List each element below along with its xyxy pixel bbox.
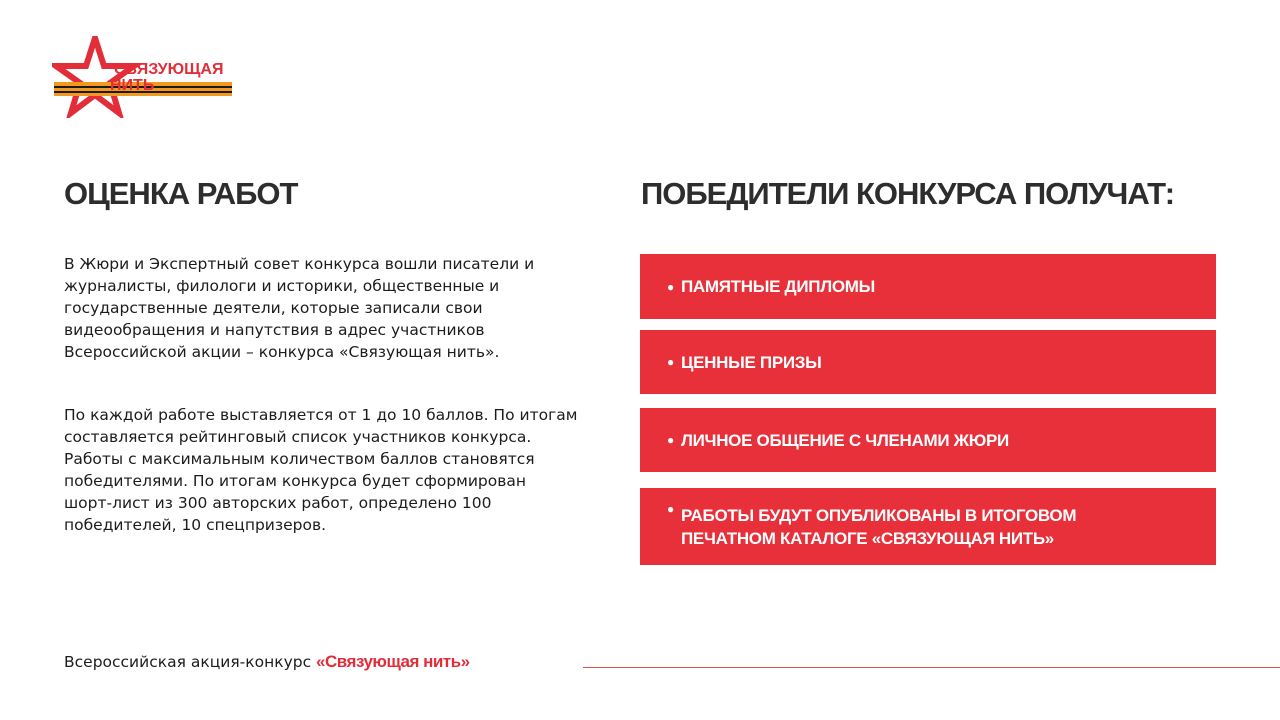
bullet-icon: ●: [667, 279, 674, 294]
scoring-paragraph: По каждой работе выставляется от 1 до 10 баллов. По итогам составляется рейтинговый список участников конкурса. Работы с максимальным количеством баллов становятся победителями. По итогам конкурса будет сформирован шорт-лист из 300 авторских работ, определено 100 победителей, 10 спецпризеров.: [64, 406, 578, 534]
bullet-icon: ●: [667, 433, 674, 447]
footer-quote-close: »: [460, 652, 470, 671]
section-title-evaluation: ОЦЕНКА РАБОТ: [64, 176, 298, 211]
prize-label: ЛИЧНОЕ ОБЩЕНИЕ С ЧЛЕНАМИ ЖЮРИ: [681, 430, 1009, 450]
section-title-winners: ПОБЕДИТЕЛИ КОНКУРСА ПОЛУЧАТ:: [641, 176, 1175, 211]
logo-line2: НИТЬ: [110, 77, 155, 94]
jury-paragraph: В Жюри и Экспертный совет конкурса вошли писатели и журналисты, филологи и историки, общественные и государственные деятели, которые записали свои видеообращения и напутствия в адрес участников Всероссийской акции – конкурса «Связующая нить».: [64, 255, 535, 361]
prize-label: ПАМЯТНЫЕ ДИПЛОМЫ: [681, 277, 875, 296]
prize-item: [640, 254, 1216, 319]
footer-text: Всероссийская акция-конкурс: [64, 653, 317, 671]
logo-line1: СВЯЗУЮЩАЯ: [114, 61, 224, 78]
footer-brand: Связующая нить: [325, 652, 461, 671]
prize-item: [640, 408, 1216, 472]
footer-divider: [583, 667, 1280, 668]
prize-item: [640, 488, 1216, 565]
logo: [52, 36, 237, 118]
prize-label: РАБОТЫ БУДУТ ОПУБЛИКОВАНЫ В ИТОГОВОМ ПЕЧАТНОМ КАТАЛОГЕ «СВЯЗУЮЩАЯ НИТЬ»: [681, 505, 1077, 548]
prize-label: ЦЕННЫЕ ПРИЗЫ: [681, 352, 822, 372]
prize-item: [640, 330, 1216, 394]
bullet-icon: ●: [667, 355, 674, 369]
footer-quote-open: «: [316, 652, 326, 671]
bullet-icon: ●: [667, 502, 674, 516]
footer: [64, 652, 470, 672]
logo-text: [110, 61, 224, 94]
